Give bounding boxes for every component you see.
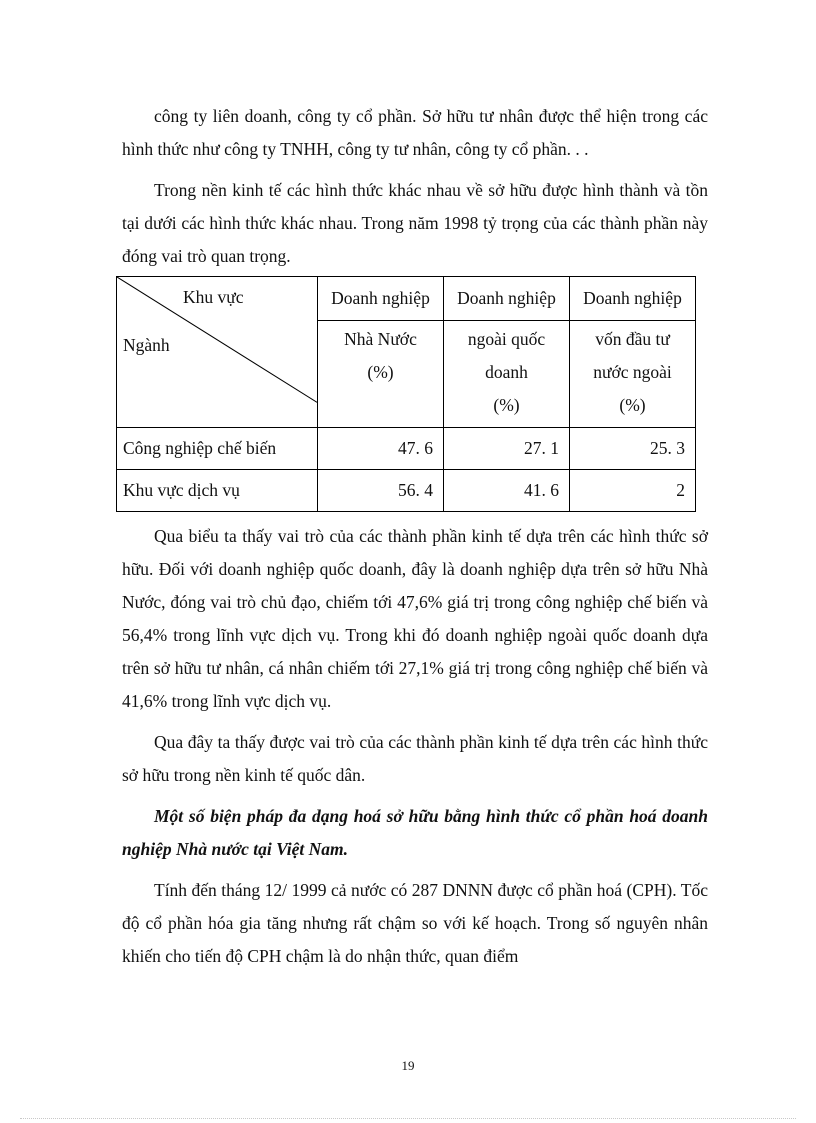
table-row: [117, 470, 696, 512]
table-cell-value: 25. 3: [570, 428, 696, 470]
col-sub-foreign: [570, 321, 696, 428]
footer-divider: [20, 1118, 796, 1119]
col-sub-line: Nhà Nước: [344, 329, 417, 349]
table-cell-value: 56. 4: [318, 470, 444, 512]
page-content: [122, 100, 708, 973]
table-cell-value: 47. 6: [318, 428, 444, 470]
col-sub-line: doanh: [485, 362, 528, 382]
row-label-services: Khu vực dịch vụ: [117, 470, 318, 512]
sector-share-table: [116, 276, 696, 512]
col-sub-line: vốn đầu tư: [595, 329, 670, 349]
page-number: 19: [401, 1058, 415, 1073]
table-row: [117, 428, 696, 470]
table-cell-value: 2: [570, 470, 696, 512]
corner-label-region: Khu vực: [183, 287, 244, 307]
col-header-state: Doanh nghiệp: [318, 277, 444, 321]
corner-label-sector: Ngành: [123, 335, 170, 355]
col-sub-line: (%): [619, 395, 646, 415]
col-header-foreign: Doanh nghiệp: [570, 277, 696, 321]
col-header-non-state: Doanh nghiệp: [444, 277, 570, 321]
section-heading: Một số biện pháp đa dạng hoá sở hữu bằng hình thức cổ phần hoá doanh nghiệp Nhà nước tại Việt Nam.: [122, 806, 708, 859]
paragraph-table-analysis: Qua biểu ta thấy vai trò của các thành phần kinh tế dựa trên các hình thức sở hữu. Đối với doanh nghiệp quốc doanh, đây là doanh nghiệp dựa trên sở hữu Nhà Nước, đóng vai trò chủ đạo, chiếm tới 47,6% giá trị trong công nghiệp chế biến và 56,4% trong lĩnh vực dịch vụ. Trong khi đó doanh nghiệp ngoài quốc doanh dựa trên sở hữu tư nhân, cá nhân chiếm tới 27,1% giá trị trong công nghiệp chế biến và 41,6% trong lĩnh vực dịch vụ.: [122, 526, 708, 711]
col-sub-state: [318, 321, 444, 428]
table-cell-value: 27. 1: [444, 428, 570, 470]
col-sub-non-state: [444, 321, 570, 428]
col-sub-line: (%): [493, 395, 520, 415]
table-corner-cell: [117, 277, 318, 428]
paragraph-ownership-forms: công ty liên doanh, công ty cổ phần. Sở hữu tư nhân được thể hiện trong các hình thức như công ty TNHH, công ty tư nhân, công ty cổ phần. . .: [122, 106, 708, 159]
paragraph-equitization: Tính đến tháng 12/ 1999 cả nước có 287 DNNN được cổ phần hoá (CPH). Tốc độ cổ phần hóa gia tăng nhưng rất chậm so với kế hoạch. Trong số nguyên nhân khiến cho tiến độ CPH chậm là do nhận thức, quan điểm: [122, 880, 708, 966]
col-sub-line: nước ngoài: [593, 362, 672, 382]
row-label-processing-industry: Công nghiệp chế biến: [117, 428, 318, 470]
col-sub-line: (%): [367, 362, 394, 382]
paragraph-economy-intro: Trong nền kinh tế các hình thức khác nhau về sở hữu được hình thành và tồn tại dưới các hình thức khác nhau. Trong năm 1998 tỷ trọng của các thành phần này đóng vai trò quan trọng.: [122, 180, 708, 266]
paragraph-conclusion: Qua đây ta thấy được vai trò của các thành phần kinh tế dựa trên các hình thức sở hữu trong nền kinh tế quốc dân.: [122, 732, 708, 785]
col-sub-line: ngoài quốc: [467, 329, 546, 349]
table-cell-value: 41. 6: [444, 470, 570, 512]
